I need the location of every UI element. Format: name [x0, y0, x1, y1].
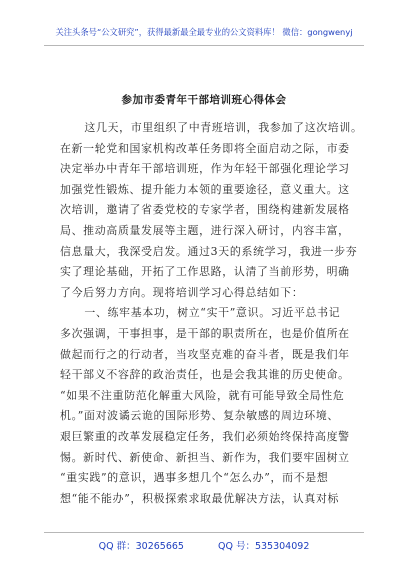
header-banner: 关注头条号“公文研究”，获得最新最全最专业的公文资料库！ 微信：gongwenyj: [55, 27, 353, 37]
body-line: “如果不注重防范化解重大风险，就有可能导致全局性危: [60, 388, 345, 402]
body-line: 决定举办中青年干部培训班，作为年轻干部强化理论学习: [60, 162, 350, 176]
body-line: 做起而行之的行动者，当攻坚克难的奋斗者，既是我们年: [60, 347, 350, 361]
body-line: “重实践”的意识，遇事多想几个“怎么办”，而不是想: [60, 471, 329, 485]
body-line: 这几天，市里组织了中青班培训，我参加了这次培训。: [84, 121, 363, 134]
body-line: 多次强调，干事担事，是干部的职责所在，也是价值所在: [60, 326, 350, 340]
body-line: 艰巨繁重的改革发展稳定任务，我们必须始终保持高度警: [60, 429, 350, 443]
body-line: 在新一轮党和国家机构改革任务即将全面启动之际，市委: [60, 141, 350, 155]
header-divider: [44, 45, 364, 46]
document-title: 参加市委青年干部培训班心得体会: [121, 94, 287, 106]
body-line: 惕。新时代、新使命、新担当、新作为，我们要牢固树立: [60, 450, 350, 464]
body-line: 了今后努力方向。现将培训学习心得总结如下：: [60, 285, 304, 299]
body-line: 加强党性锻炼、提升能力本领的重要途径，意义重大。这: [60, 182, 350, 196]
body-line: 局、推动高质量发展等主题，进行深入研讨，内容丰富，: [60, 223, 350, 237]
body-line: 轻干部义不容辞的政治责任，也是会我其谁的历史使命。: [60, 368, 350, 382]
body-line: 信息量大，我深受启发。通过3天的系统学习，我进一步夯: [60, 244, 358, 258]
footer-qq-group: QQ 群：30265665: [98, 541, 184, 552]
document-body: [60, 118, 363, 509]
body-line: 想“能不能办”，积极探索求取最优解决方法，认真对标: [60, 491, 340, 505]
footer-contacts: [0, 538, 408, 552]
body-line: 实了理论基础，开拓了工作思路，认清了当前形势，明确: [60, 265, 350, 279]
body-line: 一、练牢基本功，树立“实干”意识。习近平总书记: [84, 306, 341, 320]
body-line: 次培训，邀请了省委党校的专家学者，围绕构建新发展格: [60, 203, 350, 217]
footer-divider: [44, 532, 364, 533]
footer-qq-number: QQ 号：535304092: [217, 541, 310, 552]
body-line: 机。”面对波谲云诡的国际形势、复杂敏感的周边环境、: [60, 409, 339, 423]
